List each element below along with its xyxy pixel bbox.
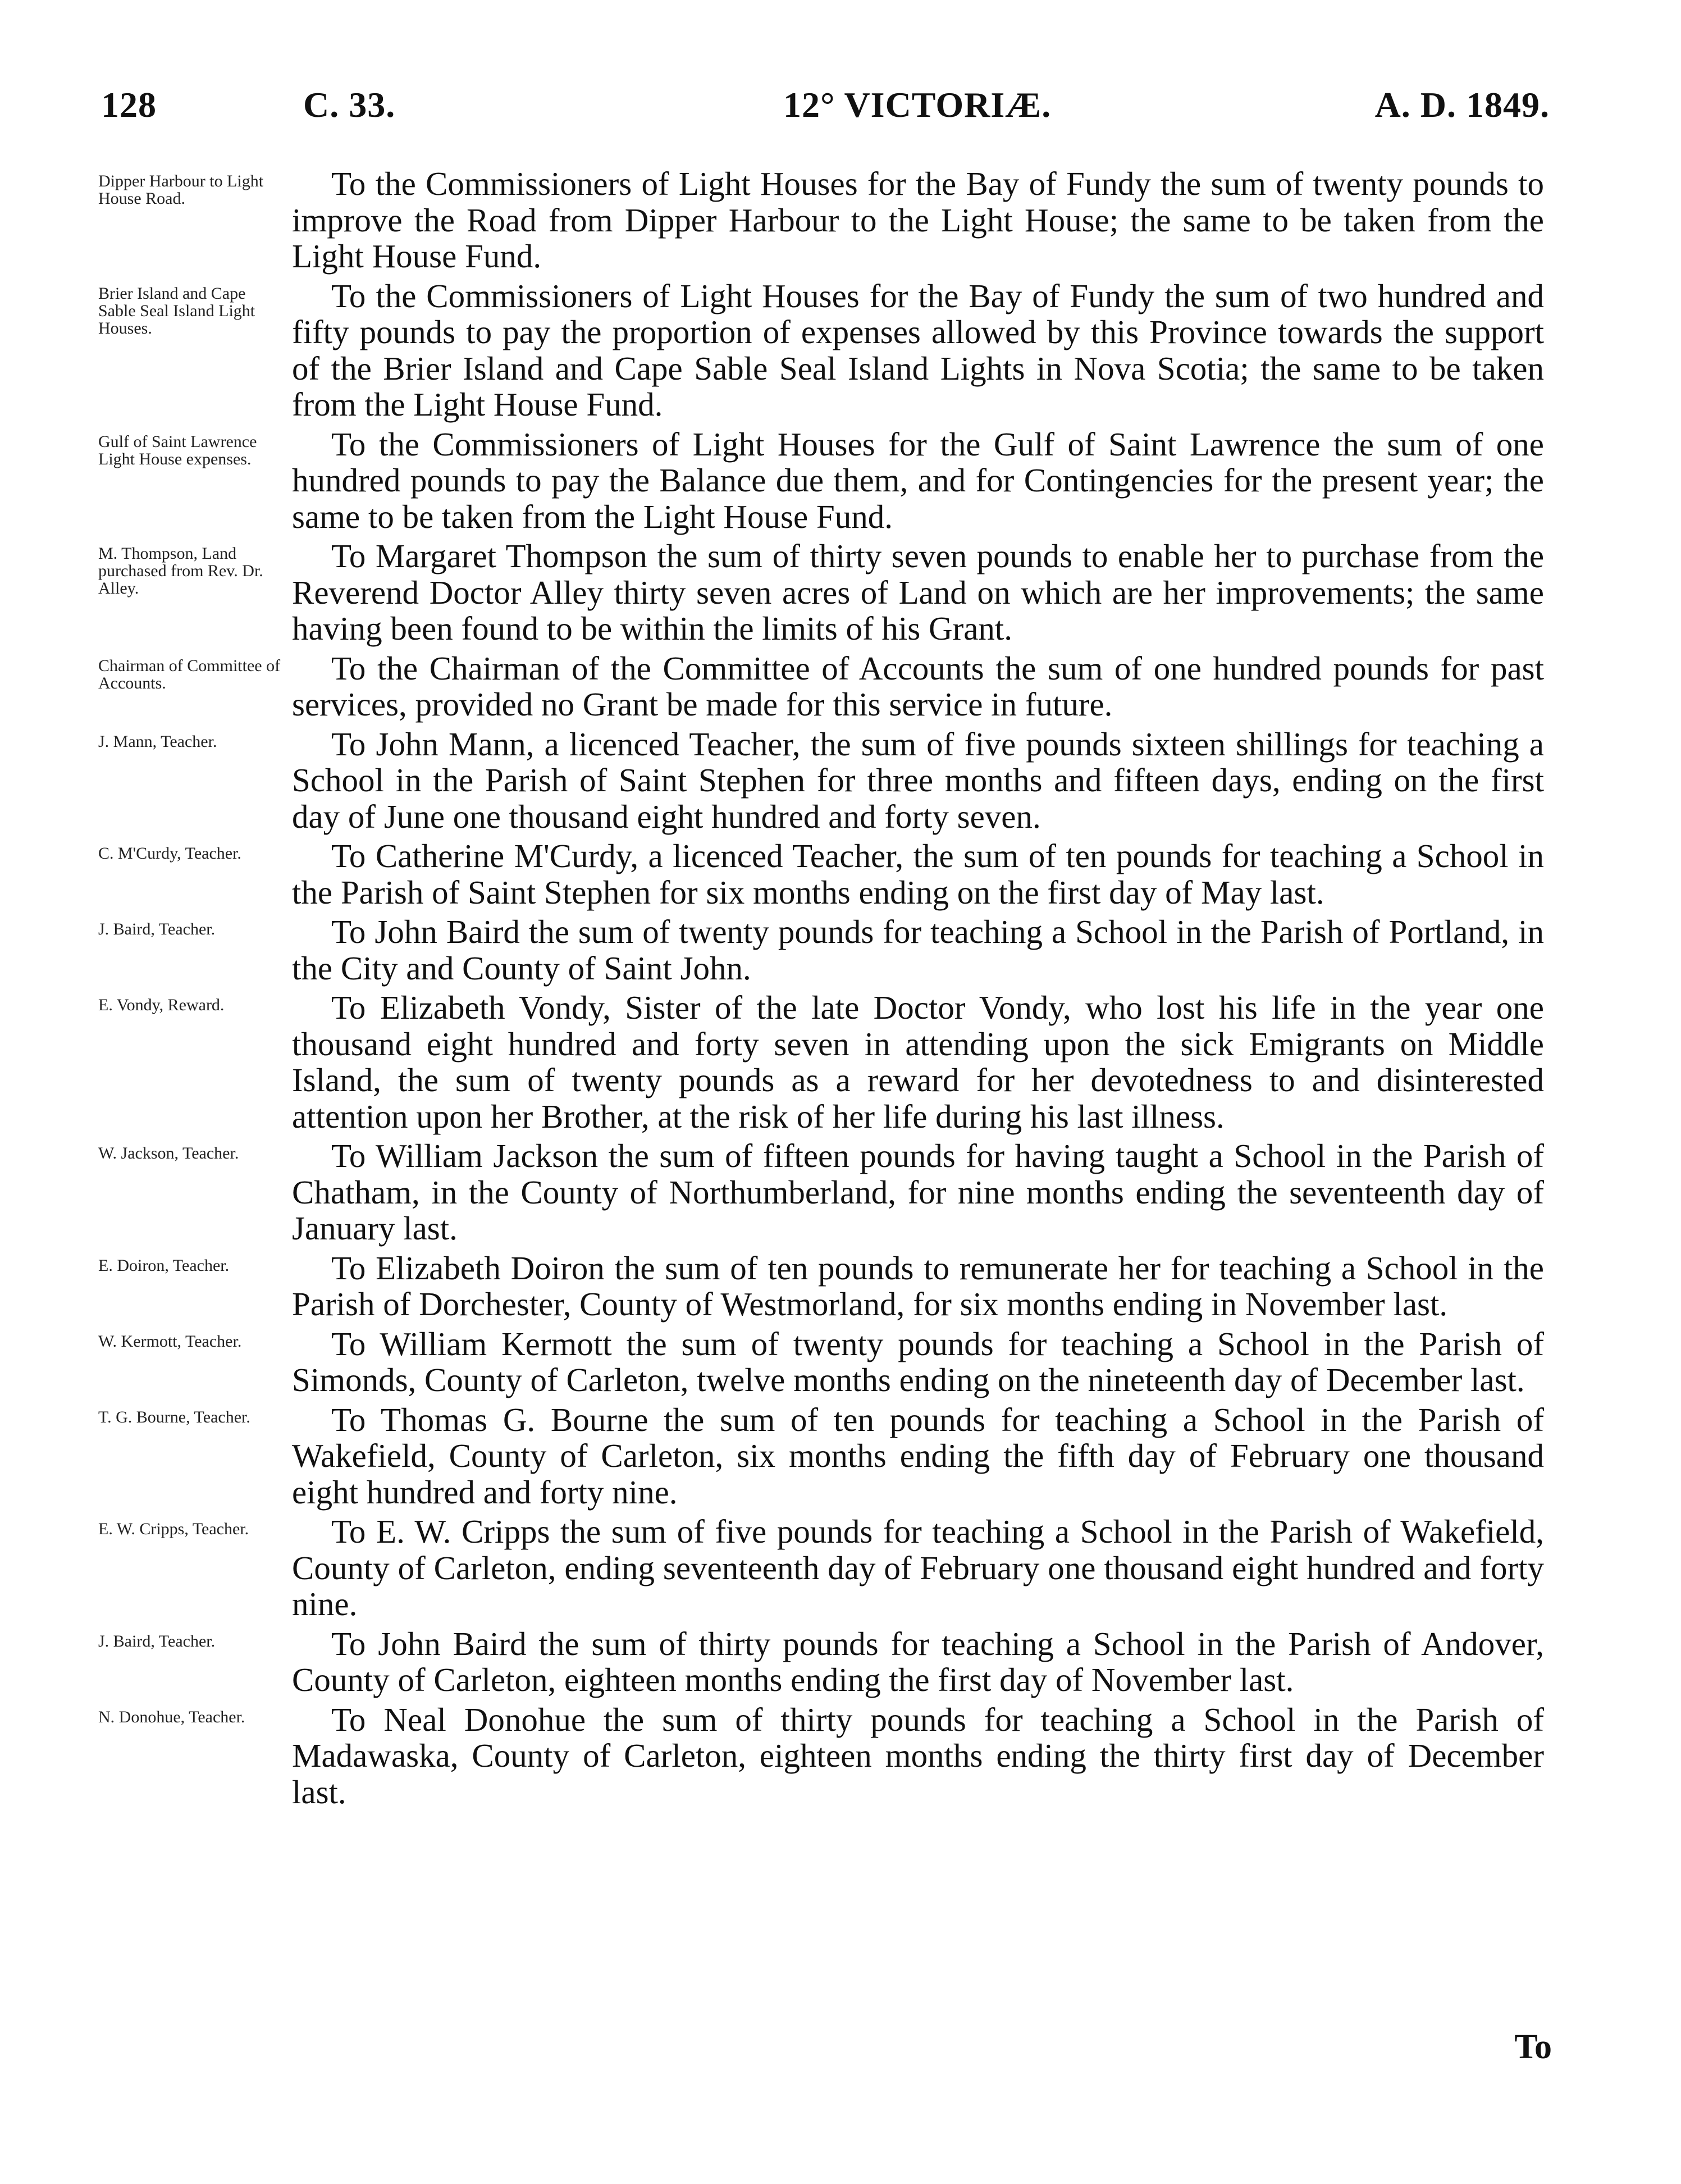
entry-text: To Neal Donohue the sum of thirty pounds for teaching a School in the Parish of Madawaska, County of Carleton, eighteen months ending the thirty first day of December last. xyxy=(292,1700,1544,1811)
marginal-note: J. Baird, Teacher. xyxy=(98,920,216,938)
marginal-note: Chairman of Committee of Accounts. xyxy=(98,656,281,692)
grant-entry xyxy=(98,1702,1558,1811)
marginal-note: J. Baird, Teacher. xyxy=(98,1631,216,1650)
marginal-note: E. W. Cripps, Teacher. xyxy=(98,1520,249,1538)
grant-entry xyxy=(98,538,1558,647)
entry-text: To John Baird the sum of thirty pounds for teaching a School in the Parish of Andover, County of Carleton, eighteen months ending the first day of November last. xyxy=(292,1625,1544,1698)
grant-entry xyxy=(98,1138,1558,1247)
calendar-year: A. D. 1849. xyxy=(1374,85,1550,125)
grant-entry xyxy=(98,1250,1558,1323)
entry-text: To Thomas G. Bourne the sum of ten pounds for teaching a School in the Parish of Wakefield, County of Carleton, six months ending the fifth day of February one thousand eight hundred and forty nine. xyxy=(292,1401,1544,1511)
entry-text: To William Jackson the sum of fifteen pounds for having taught a School in the Parish of Chatham, in the County of Northumberland, for nine months ending the seventeenth day of January last. xyxy=(292,1137,1544,1247)
entry-text: To Elizabeth Doiron the sum of ten pounds to remunerate her for teaching a School in the Parish of Dorchester, County of Westmorland, for six months ending in November last. xyxy=(292,1249,1544,1323)
entry-text: To Catherine M'Curdy, a licenced Teacher, the sum of ten pounds for teaching a School in the Parish of Saint Stephen for six months ending on the first day of May last. xyxy=(292,837,1544,911)
catchword: To xyxy=(1514,2028,1552,2066)
grant-entry xyxy=(98,650,1558,723)
entry-text: To the Commissioners of Light Houses for the Bay of Fundy the sum of twenty pounds to improve the Road from Dipper Harbour to the Light House; the same to be taken from the Light House Fund. xyxy=(292,165,1544,275)
entry-text: To John Baird the sum of twenty pounds for teaching a School in the Parish of Portland, in the City and County of Saint John. xyxy=(292,913,1544,987)
marginal-note: E. Vondy, Reward. xyxy=(98,996,225,1014)
regnal-year: 12° VICTORIÆ. xyxy=(783,85,1052,125)
grant-entry xyxy=(98,914,1558,986)
grant-entry xyxy=(98,726,1558,835)
grant-entry xyxy=(98,426,1558,535)
grant-entry xyxy=(98,1626,1558,1698)
marginal-note: J. Mann, Teacher. xyxy=(98,732,217,751)
marginal-note: M. Thompson, Land purchased from Rev. Dr. Alley. xyxy=(98,544,263,598)
grant-entry xyxy=(98,166,1558,275)
marginal-note: E. Doiron, Teacher. xyxy=(98,1256,230,1275)
page-number: 128 xyxy=(101,85,157,125)
grant-entry xyxy=(98,278,1558,423)
marginal-note: Dipper Harbour to Light House Road. xyxy=(98,172,264,208)
entry-text: To William Kermott the sum of twenty pounds for teaching a School in the Parish of Simonds, County of Carleton, twelve months ending on the nineteenth day of December last. xyxy=(292,1325,1544,1398)
marginal-note: Gulf of Saint Lawrence Light House expenses. xyxy=(98,432,257,468)
entry-text: To E. W. Cripps the sum of five pounds for teaching a School in the Parish of Wakefield, County of Carleton, ending seventeenth day of February one thousand eight hundred and forty nine. xyxy=(292,1513,1544,1622)
marginal-note: C. M'Curdy, Teacher. xyxy=(98,844,241,863)
grant-entry xyxy=(98,1513,1558,1622)
entry-text: To the Commissioners of Light Houses for the Gulf of Saint Lawrence the sum of one hundred pounds to pay the Balance due them, and for Contingencies for the present year; the same to be taken from the Light House Fund. xyxy=(292,425,1544,535)
grant-entry xyxy=(98,1402,1558,1511)
grant-entry xyxy=(98,1326,1558,1398)
chapter-number: C. 33. xyxy=(303,85,396,125)
marginal-note: W. Jackson, Teacher. xyxy=(98,1144,239,1162)
page-header xyxy=(101,84,1550,135)
entry-text: To the Commissioners of Light Houses for the Bay of Fundy the sum of two hundred and fifty pounds to pay the proportion of expenses allowed by this Province towards the support of the Brier Island and Cape Sable Seal Island Lights in Nova Scotia; the same to be taken from the Light House Fund. xyxy=(292,277,1544,423)
marginal-note: W. Kermott, Teacher. xyxy=(98,1332,242,1351)
marginal-note: T. G. Bourne, Teacher. xyxy=(98,1407,250,1426)
entry-text: To John Mann, a licenced Teacher, the sum of five pounds sixteen shillings for teaching a School in the Parish of Saint Stephen for three months and fifteen days, ending on the first day of June one thousand eight hundred and forty seven. xyxy=(292,725,1544,835)
entry-text: To the Chairman of the Committee of Accounts the sum of one hundred pounds for past services, provided no Grant be made for this service in future. xyxy=(292,649,1544,723)
grant-entry xyxy=(98,990,1558,1134)
marginal-note: N. Donohue, Teacher. xyxy=(98,1707,245,1726)
grant-entry xyxy=(98,838,1558,910)
entry-text: To Margaret Thompson the sum of thirty seven pounds to enable her to purchase from the Reverend Doctor Alley thirty seven acres of Land on which are her improvements; the same having been found to be within the limits of his Grant. xyxy=(292,537,1544,647)
entry-text: To Elizabeth Vondy, Sister of the late Doctor Vondy, who lost his life in the year one thousand eight hundred and forty seven in attending upon the sick Emigrants on Middle Island, the sum of twenty pounds as a reward for her devotedness to and disinterested attention upon her Brother, at the risk of her life during his last illness. xyxy=(292,989,1544,1135)
marginal-note: Brier Island and Cape Sable Seal Island Light Houses. xyxy=(98,284,255,338)
grant-entries xyxy=(98,166,1558,1813)
